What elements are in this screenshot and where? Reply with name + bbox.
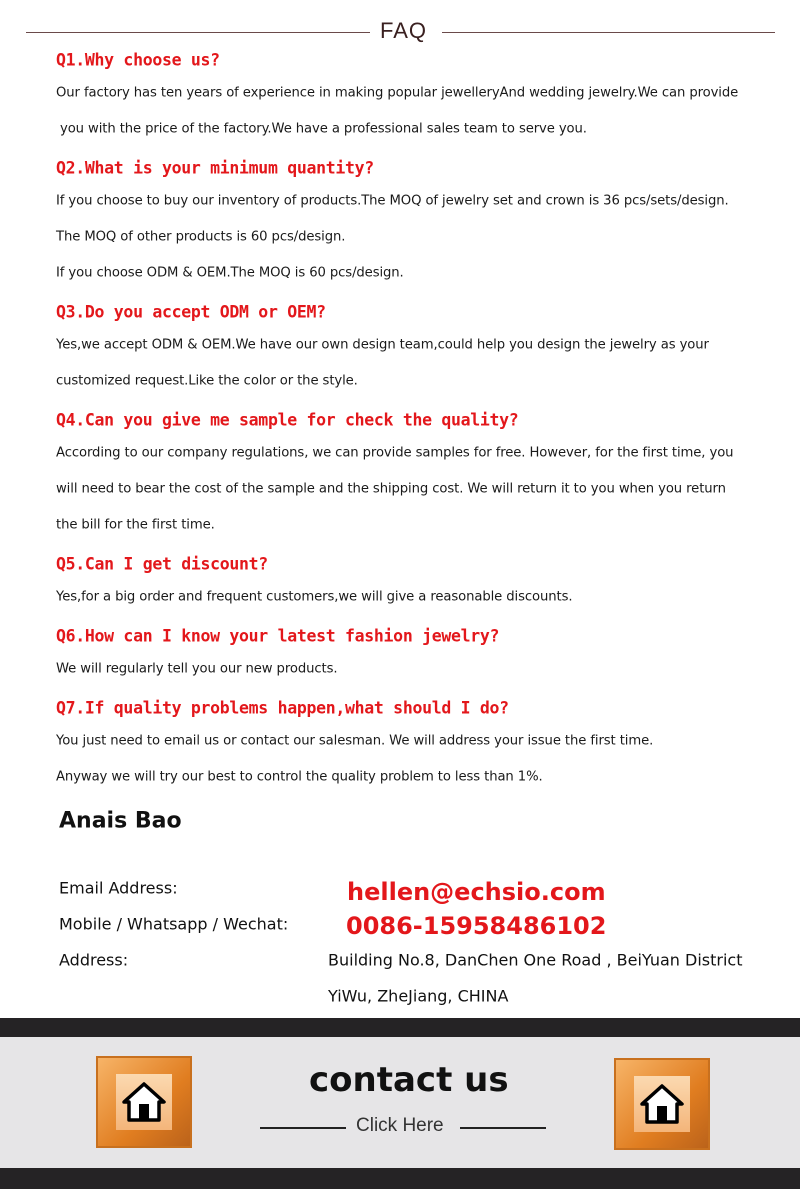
- email-link[interactable]: hellen@echsio.com: [347, 878, 606, 906]
- faq-answer-2-line: If you choose to buy our inventory of products.The MOQ of jewelry set and crown is 36 pcs/sets/design.: [56, 193, 729, 209]
- divider: [260, 1127, 346, 1129]
- banner-bottom-bar: [0, 1168, 800, 1189]
- home-icon: [116, 1074, 172, 1130]
- faq-answer-4-line: According to our company regulations, we can provide samples for free. However, for the first time, you: [56, 445, 734, 461]
- faq-answer-7-line: Anyway we will try our best to control the quality problem to less than 1%.: [56, 769, 543, 785]
- home-button-right[interactable]: [614, 1058, 710, 1150]
- faq-answer-2-line: The MOQ of other products is 60 pcs/design.: [56, 229, 346, 245]
- faq-answer-3-line: customized request.Like the color or the style.: [56, 373, 358, 389]
- faq-answer-4-line: will need to bear the cost of the sample and the shipping cost. We will return it to you when you return: [56, 481, 726, 497]
- faq-answer-1-line: you with the price of the factory.We have a professional sales team to serve you.: [60, 121, 587, 137]
- title-rule-right: [442, 32, 775, 33]
- faq-answer-6-line: We will regularly tell you our new products.: [56, 661, 338, 677]
- email-label: Email Address:: [59, 878, 178, 898]
- contact-us-heading: contact us: [309, 1060, 509, 1100]
- address-label: Address:: [59, 950, 129, 970]
- faq-answer-2-line: If you choose ODM & OEM.The MOQ is 60 pcs/design.: [56, 265, 404, 281]
- mobile-label: Mobile / Whatsapp / Wechat:: [59, 914, 289, 934]
- faq-answer-1-line: Our factory has ten years of experience in making popular jewelleryAnd wedding jewelry.We can provide: [56, 85, 739, 101]
- faq-question-3: Q3.Do you accept ODM or OEM?: [56, 302, 326, 322]
- banner-top-bar: [0, 1018, 800, 1037]
- click-here-link[interactable]: Click Here: [356, 1115, 444, 1136]
- title-rule-left: [26, 32, 370, 33]
- page-title: FAQ: [380, 18, 428, 43]
- faq-question-2: Q2.What is your minimum quantity?: [56, 158, 374, 178]
- faq-question-6: Q6.How can I know your latest fashion jewelry?: [56, 626, 500, 646]
- faq-question-4: Q4.Can you give me sample for check the quality?: [56, 410, 519, 430]
- faq-answer-5-line: Yes,for a big order and frequent customers,we will give a reasonable discounts.: [56, 589, 573, 605]
- home-button-left[interactable]: [96, 1056, 192, 1148]
- divider: [460, 1127, 546, 1129]
- faq-answer-7-line: You just need to email us or contact our salesman. We will address your issue the first time.: [56, 733, 654, 749]
- address-line: Building No.8, DanChen One Road , BeiYuan District: [328, 950, 743, 970]
- faq-question-1: Q1.Why choose us?: [56, 50, 220, 70]
- mobile-number: 0086-15958486102: [346, 912, 607, 940]
- faq-answer-4-line: the bill for the first time.: [56, 517, 215, 533]
- contact-name: Anais Bao: [59, 808, 182, 834]
- home-icon: [634, 1076, 690, 1132]
- address-line: YiWu, ZheJiang, CHINA: [328, 986, 509, 1006]
- faq-answer-3-line: Yes,we accept ODM & OEM.We have our own design team,could help you design the jewelry as your: [56, 337, 709, 353]
- faq-question-5: Q5.Can I get discount?: [56, 554, 268, 574]
- faq-question-7: Q7.If quality problems happen,what should I do?: [56, 698, 509, 718]
